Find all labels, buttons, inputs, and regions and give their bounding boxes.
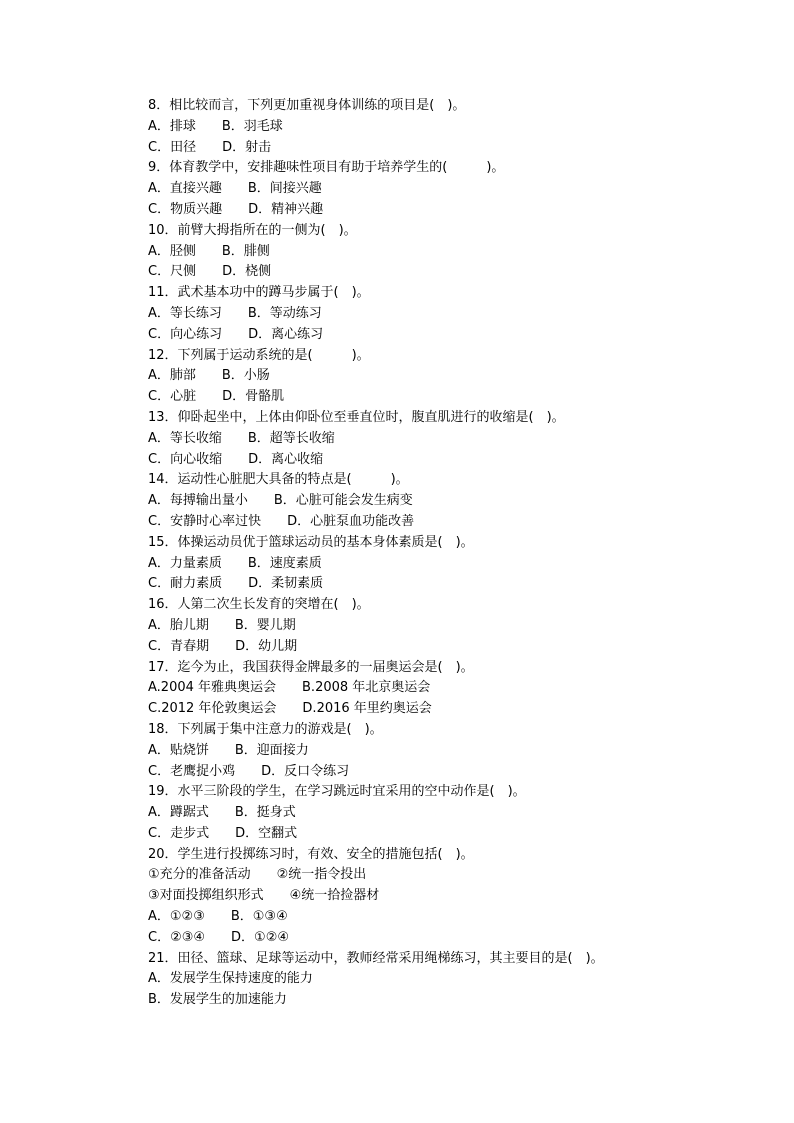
question-20-stem: 20．学生进行投掷练习时，有效、安全的措施包括( )。 [148,846,474,862]
question-20-options-ab: A．①②③ B．①③④ [148,909,288,925]
question-8-stem: 8．相比较而言，下列更加重视身体训练的项目是( )。 [148,98,466,113]
question-20-items-12: ①充分的准备活动 ②统一指令投出 [148,867,367,883]
question-8-options-cd: C．田径 D．射击 [148,139,272,155]
question-18-options-ab: A．贴烧饼 B．迎面接力 [148,742,309,758]
question-10-options-cd: C．尺侧 D．桡侧 [148,264,272,280]
question-13-stem: 13．仰卧起坐中，上体由仰卧位至垂直位时，腹直肌进行的收缩是( )。 [148,409,565,425]
question-10-options-ab: A．胫侧 B．腓侧 [148,243,270,259]
question-19-stem: 19．水平三阶段的学生，在学习跳远时宜采用的空中动作是( )。 [148,784,526,800]
exam-page [148,96,688,1011]
question-16-options-cd: C．青春期 D．幼儿期 [148,638,298,654]
question-16-options-ab: A．胎儿期 B．婴儿期 [148,617,296,633]
question-21-stem: 21．田径、篮球、足球等运动中，教师经常采用绳梯练习，其主要目的是( )。 [148,950,604,966]
question-9-stem: 9．体育教学中，安排趣味性项目有助于培养学生的( )。 [148,160,505,176]
question-11-options-cd: C．向心练习 D．离心练习 [148,326,324,342]
question-8-options-ab: A．排球 B．羽毛球 [148,118,283,134]
question-14-options-cd: C．安静时心率过快 D．心脏泵血功能改善 [148,513,415,529]
question-9-options-cd: C．物质兴趣 D．精神兴趣 [148,201,324,217]
question-19-options-ab: A．蹲踞式 B．挺身式 [148,805,296,821]
question-13-options-cd: C．向心收缩 D．离心收缩 [148,451,324,467]
question-17-options-ab: A.2004 年雅典奥运会 B.2008 年北京奥运会 [148,680,431,696]
question-21-option-b: B．发展学生的加速能力 [148,992,287,1008]
question-15-options-ab: A．力量素质 B．速度素质 [148,555,322,571]
question-11-options-ab: A．等长练习 B．等动练习 [148,305,322,321]
question-13-options-ab: A．等长收缩 B．超等长收缩 [148,430,335,446]
question-21-option-a: A．发展学生保持速度的能力 [148,971,313,987]
question-14-stem: 14．运动性心脏肥大具备的特点是( )。 [148,472,409,488]
question-9-options-ab: A．直接兴趣 B．间接兴趣 [148,181,322,197]
question-19-options-cd: C．走步式 D．空翻式 [148,825,298,841]
question-12-stem: 12．下列属于运动系统的是( )。 [148,347,370,363]
question-17-options-cd: C.2012 年伦敦奥运会 D.2016 年里约奥运会 [148,701,432,717]
question-12-options-ab: A．肺部 B．小肠 [148,368,270,384]
question-15-options-cd: C．耐力素质 D．柔韧素质 [148,576,324,592]
question-10-stem: 10．前臂大拇指所在的一侧为( )。 [148,222,357,238]
question-16-stem: 16．人第二次生长发育的突增在( )。 [148,597,370,613]
question-14-options-ab: A．每搏输出量小 B．心脏可能会发生病变 [148,493,413,509]
question-20-options-cd: C．②③④ D．①②④ [148,929,290,945]
question-20-items-34: ③对面投掷组织形式 ④统一拾捡器材 [148,888,380,904]
question-12-options-cd: C．心脏 D．骨骼肌 [148,389,285,405]
question-11-stem: 11．武术基本功中的蹲马步属于( )。 [148,285,370,301]
question-18-stem: 18．下列属于集中注意力的游戏是( )。 [148,721,383,737]
question-18-options-cd: C．老鹰捉小鸡 D．反口令练习 [148,763,350,779]
question-15-stem: 15．体操运动员优于篮球运动员的基本身体素质是( )。 [148,534,474,550]
question-17-stem: 17．迄今为止，我国获得金牌最多的一届奥运会是( )。 [148,659,474,675]
